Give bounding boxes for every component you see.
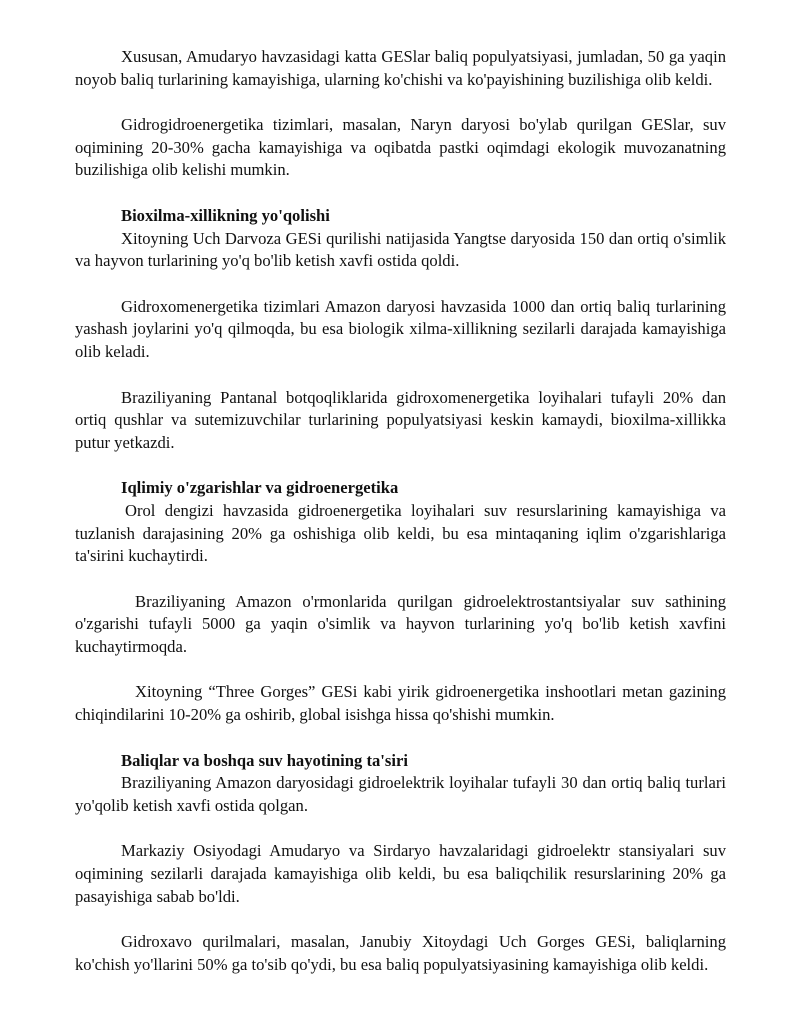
paragraph-gap — [75, 727, 726, 750]
paragraph-gap — [75, 908, 726, 931]
paragraph-three-gorges-methane: Xitoyning “Three Gorges” GESi kabi yirik gidroenergetika inshootlari metan gazining chiqindilarini 10-20% ga oshirib, global isishga hissa qo'shishi mumkin. — [75, 682, 726, 725]
section-heading-biodiversity: Bioxilma-xillikning yo'qolishi — [121, 205, 330, 225]
paragraph-gap — [75, 364, 726, 387]
paragraph-amudaryo-fish: Xususan, Amudaryo havzasidagi katta GESlar baliq populyatsiyasi, jumladan, 50 ga yaqin noyob baliq turlarining kamayishiga, ularning ko'chishi va ko'payishining buzilishiga olib keldi. — [75, 47, 726, 89]
paragraph-amazon-fish-habitat: Gidroxomenergetika tizimlari Amazon daryosi havzasida 1000 dan ortiq baliq turlarining yashash joylarini yo'q qilmoqda, bu esa biologik xilma-xillikning sezilarli darajada kamayishiga olib keladi. — [75, 296, 726, 361]
paragraph-amazon-fish-species: Braziliyaning Amazon daryosidagi gidroelektrik loyihalar tufayli 30 dan ortiq baliq turlari yo'qolib ketish xavfi ostida qolgan. — [75, 773, 726, 815]
paragraph-three-gorges-species: Xitoyning Uch Darvoza GESi qurilishi natijasida Yangtse daryosida 150 dan ortiq o'simlik va hayvon turlarining yo'q bo'lib ketish xavfi ostida qoldi. — [75, 228, 726, 271]
paragraph-gap — [75, 568, 726, 591]
paragraph-pantanal-birds: Braziliyaning Pantanal botqoqliklarida gidroxomenergetika loyihalari tufayli 20% dan ortiq qushlar va sutemizuvchilar turlarining populyatsiyasi keskin kamaydi, bioxilma-xillikka putur yetkazdi. — [75, 387, 726, 452]
paragraph-aral-sea: Orol dengizi havzasida gidroenergetika loyihalari suv resurslarining kamayishiga va tuzlanish darajasining 20% ga oshishiga olib keldi, bu esa mintaqaning iqlim o'zgarishlariga ta'sirini kuchaytirdi. — [75, 500, 726, 566]
paragraph-gap — [75, 817, 726, 840]
paragraph-gap — [75, 273, 726, 296]
paragraph-gap — [75, 91, 726, 114]
paragraph-south-china-migration: Gidroxavo qurilmalari, masalan, Janubiy Xitoydagi Uch Gorges GESi, baliqlarning ko'chish yo'llarini 50% ga to'sib qo'ydi, bu esa baliq populyatsiyasining kamayishiga olib keldi. — [75, 932, 726, 974]
section-heading-climate: Iqlimiy o'zgarishlar va gidroenergetika — [121, 478, 399, 498]
paragraph-central-asia-fisheries: Markaziy Osiyodagi Amudaryo va Sirdaryo havzalaridagi gidroelektr stansiyalari suv oqimining sezilarli darajada kamayishiga olib keldi, bu esa baliqchilik resurslarining 20% ga pasayishiga sabab bo'ldi. — [75, 841, 726, 906]
paragraph-gap — [75, 182, 726, 205]
paragraph-naryn-flow: Gidrogidroenergetika tizimlari, masalan, Naryn daryosi bo'ylab qurilgan GESlar, suv oqimining 20-30% gacha kamayishiga va oqibatda pastki oqimdagi ekologik muvozanatning buzilishiga olib kelishi mumkin. — [75, 115, 726, 180]
paragraph-amazon-forest: Braziliyaning Amazon o'rmonlarida qurilgan gidroelektrostantsiyalar suv sathining o'zgarishi tufayli 5000 ga yaqin o'simlik va hayvon turlarining yo'q bo'lib ketish xavfini kuchaytirmoqda. — [75, 591, 726, 656]
section-heading-aquatic-life: Baliqlar va boshqa suv hayotining ta'siri — [121, 750, 408, 770]
document-page — [75, 46, 726, 976]
paragraph-gap — [75, 658, 726, 681]
paragraph-gap — [75, 454, 726, 477]
